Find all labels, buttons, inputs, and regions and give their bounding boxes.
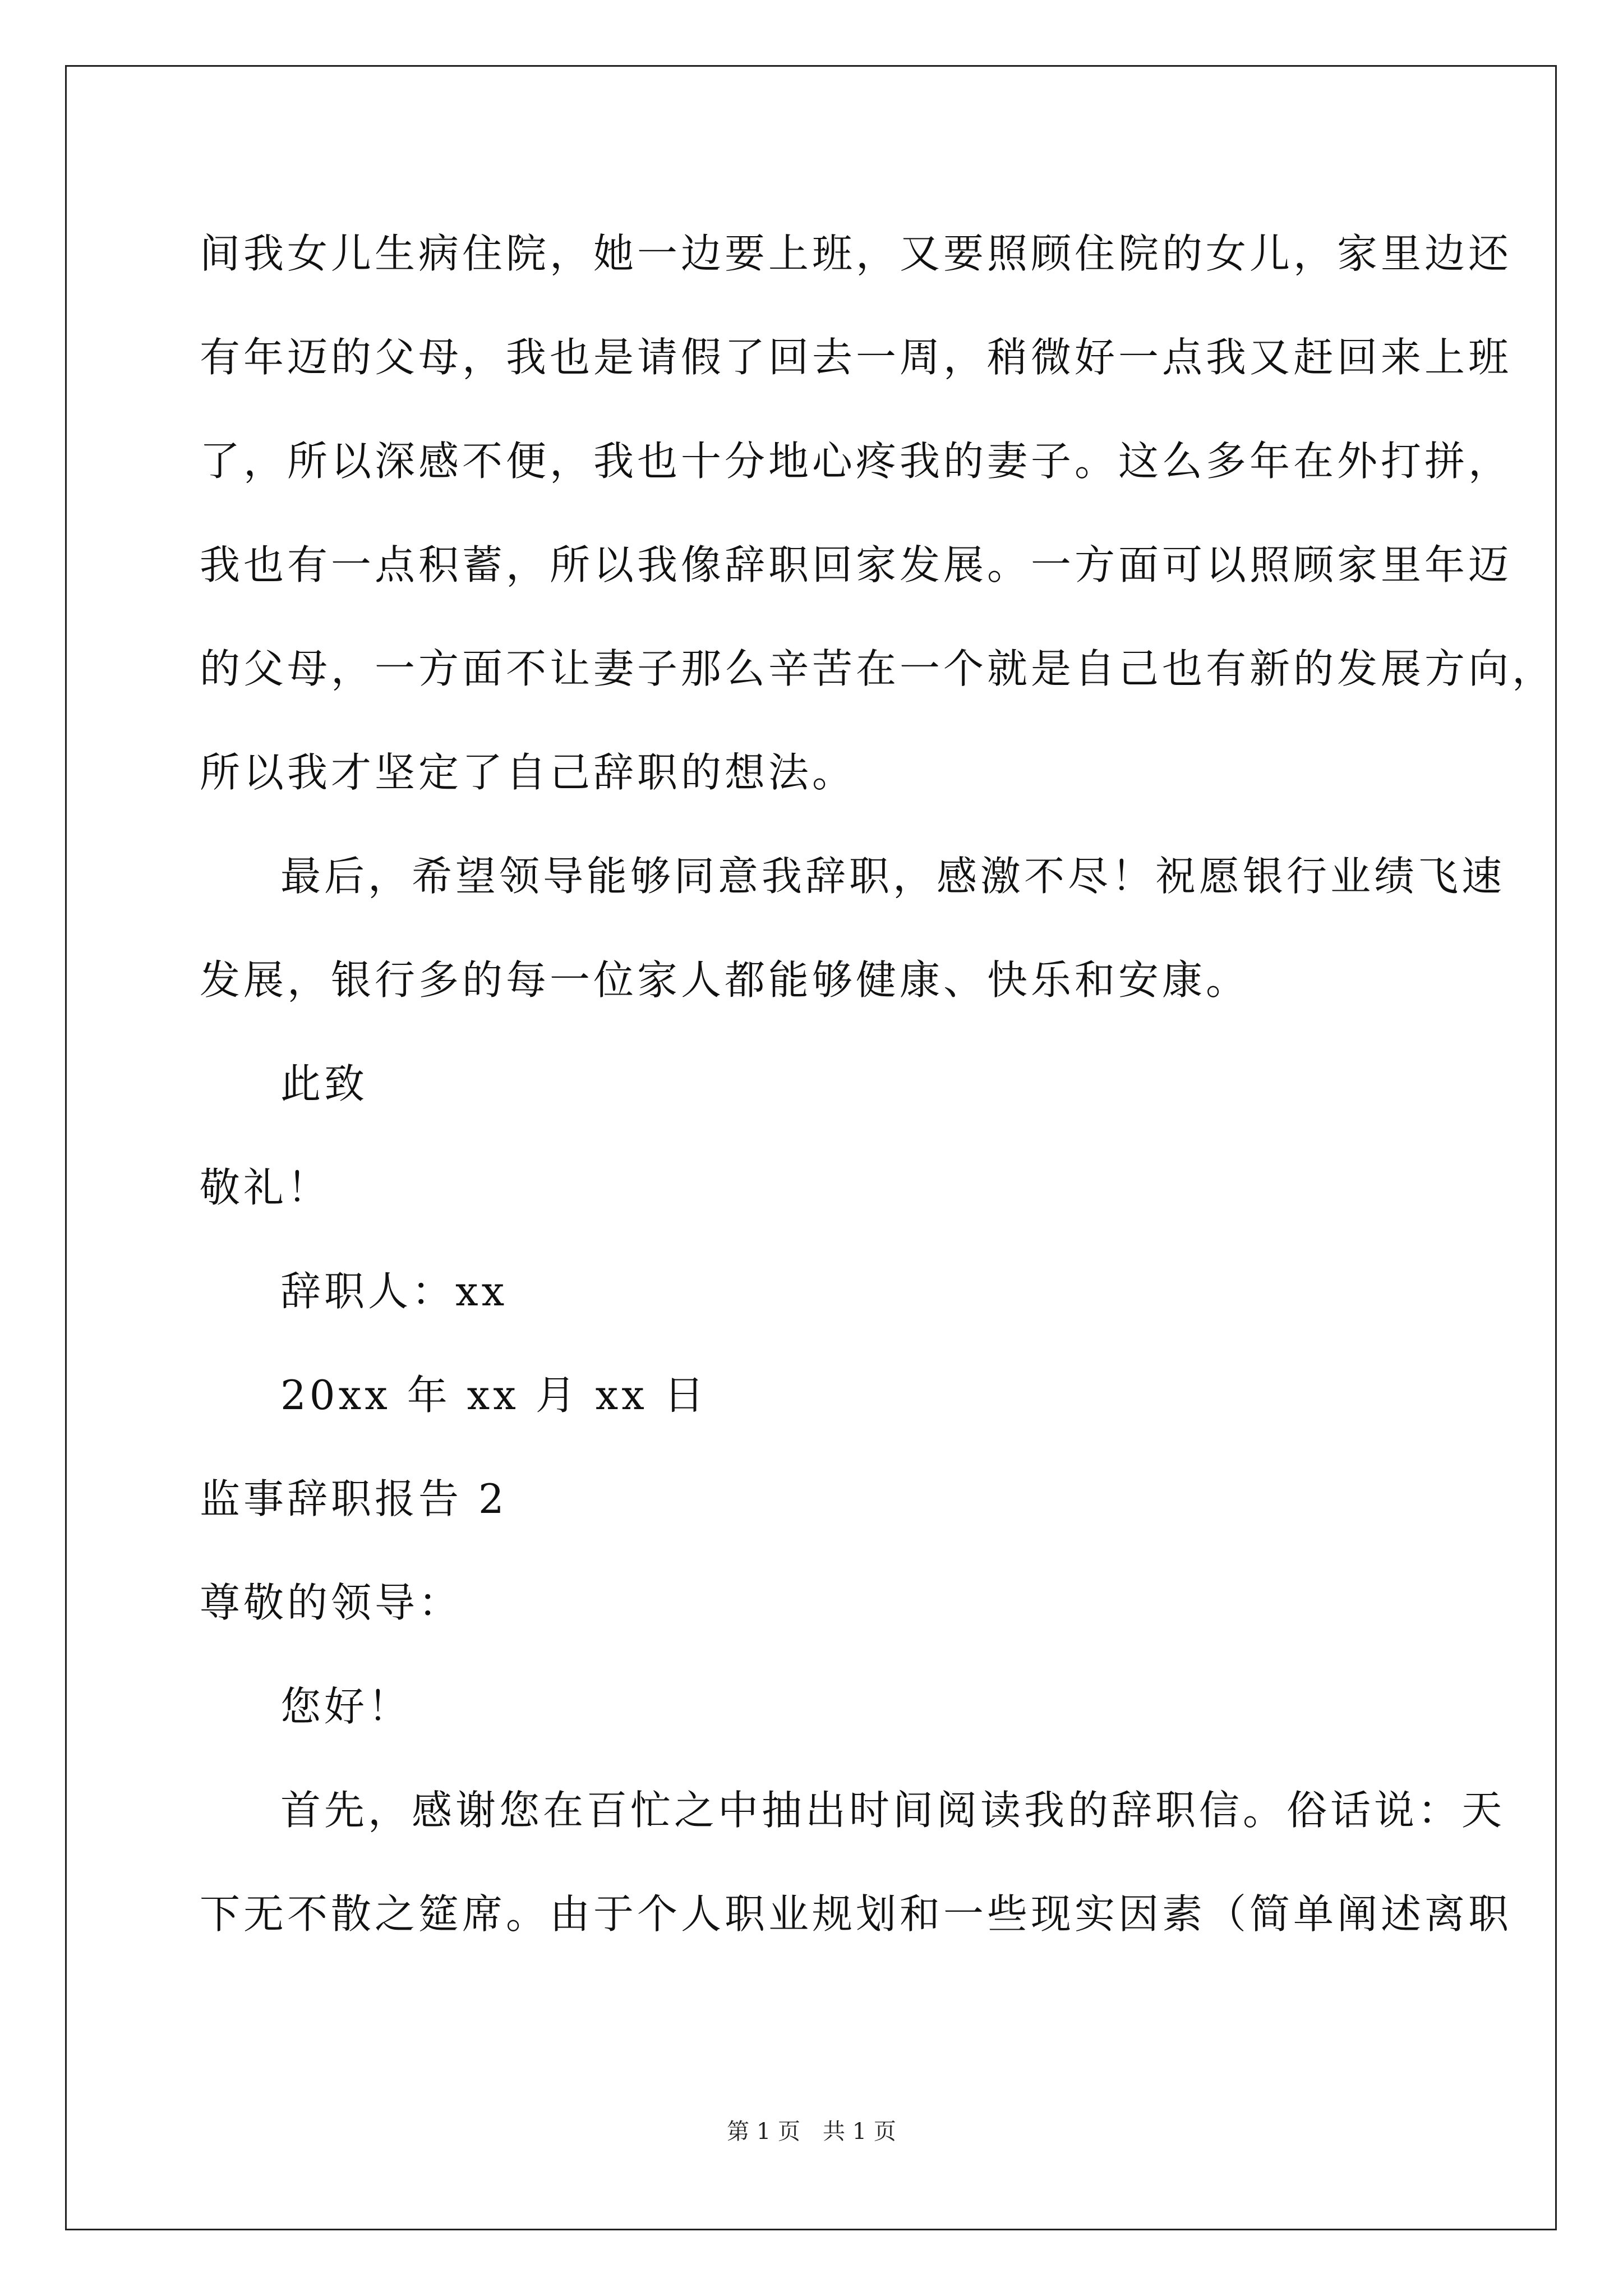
text-line: 最后，希望领导能够同意我辞职，感激不尽！祝愿银行业绩飞速 [280,853,1506,900]
signature-date: 20xx 年 xx 月 xx 日 [280,1372,708,1419]
text-line: 有年迈的父母，我也是请假了回去一周，稍微好一点我又赶回来上班 [200,334,1513,381]
greeting-recipient: 尊敬的领导： [200,1579,463,1626]
text-line: 了，所以深感不便，我也十分地心疼我的妻子。这么多年在外打拼， [200,438,1513,485]
page-number-footer: 第 1 页 共 1 页 [727,2119,896,2145]
text-line: 的父母，一方面不让妻子那么辛苦在一个就是自己也有新的发展方向， [200,645,1556,692]
section-title: 监事辞职报告 2 [200,1475,508,1522]
text-line: 下无不散之筵席。由于个人职业规划和一些现实因素（简单阐述离职 [200,1890,1513,1938]
signature-name: 辞职人：xx [280,1268,508,1315]
text-line: 发展，银行多的每一位家人都能够健康、快乐和安康。 [200,956,1250,1004]
closing-salutation: 此致 [280,1060,368,1107]
text-line: 首先，感谢您在百忙之中抽出时间阅读我的辞职信。俗话说：天 [280,1787,1506,1834]
closing-regards: 敬礼！ [200,1164,331,1211]
text-line: 所以我才坚定了自己辞职的想法。 [200,749,856,796]
text-line: 间我女儿生病住院，她一边要上班，又要照顾住院的女儿，家里边还 [200,230,1513,277]
text-line: 我也有一点积蓄，所以我像辞职回家发展。一方面可以照顾家里年迈 [200,541,1513,588]
greeting: 您好！ [280,1683,412,1730]
